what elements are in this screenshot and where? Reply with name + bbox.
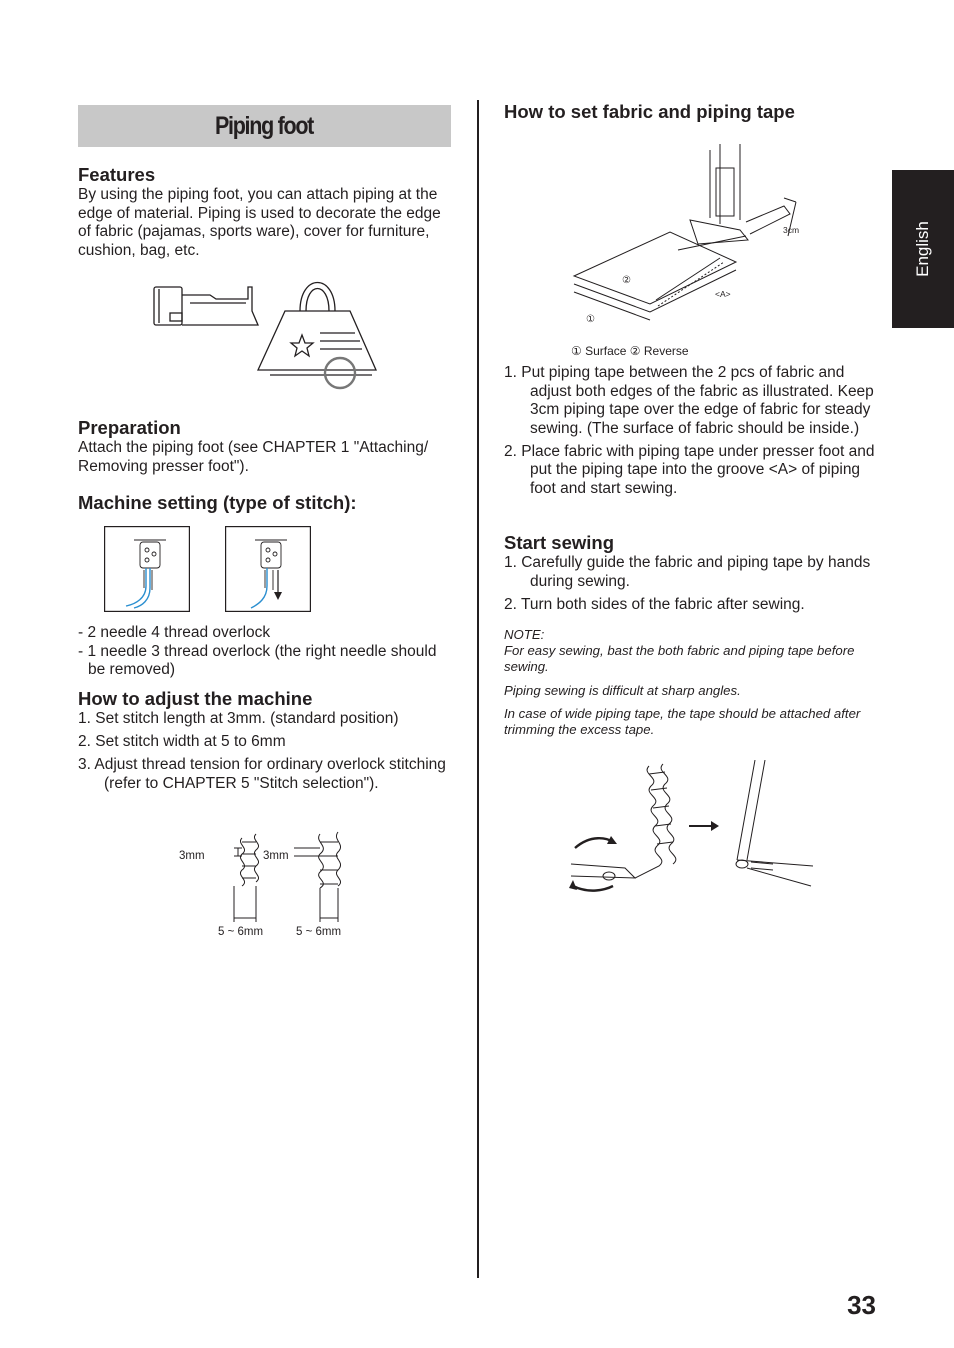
features-text: By using the piping foot, you can attach piping at the edge of material. Piping is used to decorate the edge of fabric (pajamas, sports ware), cover for furniture, cushion, bag, etc. — [78, 186, 441, 259]
page-number: 33 — [847, 1290, 876, 1320]
features-heading: Features — [78, 164, 156, 185]
stitch-length-label-2: 3mm — [263, 850, 289, 862]
surface-reverse-legend: ① Surface ② Reverse — [571, 344, 689, 358]
set-fabric-steps-wrap — [504, 364, 884, 503]
note-line: In case of wide piping tape, the tape should be attached after trimming the excess tape. — [504, 705, 861, 738]
adjust-list — [78, 710, 450, 793]
fabric-setup-illustration — [570, 140, 810, 330]
stitch-width-label-2: 5 ~ 6mm — [296, 926, 342, 938]
page-title-bar — [78, 105, 451, 147]
adjust-section — [78, 688, 450, 798]
language-tab — [892, 170, 954, 328]
preparation-heading: Preparation — [78, 417, 181, 438]
label-3cm: 3cm — [783, 225, 800, 235]
turning-fabric-illustration — [565, 760, 815, 900]
start-sewing-heading: Start sewing — [504, 532, 614, 553]
page-title: Piping foot — [215, 111, 314, 140]
start-sewing-section — [504, 532, 884, 619]
stitch-size-diagram — [210, 828, 350, 924]
stitch-2needle-4thread-diagram — [104, 526, 190, 612]
machine-setting-section — [78, 492, 450, 514]
set-fabric-steps — [504, 364, 884, 499]
stitch-1needle-3thread-diagram — [225, 526, 311, 612]
preparation-text: Attach the piping foot (see CHAPTER 1 "Attaching/ Removing presser foot"). — [78, 439, 429, 475]
list-item: 2. Set stitch width at 5 to 6mm — [78, 733, 286, 751]
label-1: ① — [586, 314, 595, 325]
list-item: 1. Carefully guide the fabric and piping tape by hands during sewing. — [504, 554, 871, 590]
note-label: NOTE: — [504, 627, 545, 642]
machine-setting-list — [78, 624, 450, 680]
set-fabric-section — [504, 101, 884, 123]
column-divider — [477, 100, 479, 1278]
adjust-heading: How to adjust the machine — [78, 688, 313, 709]
machine-setting-list-wrap — [78, 624, 450, 680]
list-item: 1. Set stitch length at 3mm. (standard position) — [78, 710, 399, 727]
label-2: ② — [622, 275, 631, 286]
machine-setting-heading: Machine setting (type of stitch): — [78, 492, 357, 513]
start-sewing-steps — [504, 554, 884, 614]
piping-foot-and-bag-illustration — [150, 275, 382, 395]
note-line: Piping sewing is difficult at sharp angles. — [504, 682, 741, 698]
features-section — [78, 164, 450, 260]
list-item: 2. Place fabric with piping tape under presser foot and put the piping tape into the groove <A> of piping foot and start sewing. — [504, 442, 875, 498]
label-groove-a: <A> — [715, 289, 731, 299]
list-item: 3. Adjust thread tension for ordinary overlock stitching (refer to CHAPTER 5 "Stitch selection"). — [78, 756, 446, 792]
language-tab-label: English — [912, 221, 932, 277]
stitch-length-label-1: 3mm — [179, 850, 205, 862]
note-section — [504, 627, 884, 745]
list-item: - 2 needle 4 thread overlock — [78, 624, 271, 641]
set-fabric-heading: How to set fabric and piping tape — [504, 101, 795, 122]
list-item: - 1 needle 3 thread overlock (the right needle should be removed) — [78, 642, 437, 679]
preparation-section — [78, 417, 450, 476]
list-item: 2. Turn both sides of the fabric after sewing. — [504, 595, 805, 613]
note-line: For easy sewing, bast the both fabric and piping tape before sewing. — [504, 643, 855, 675]
list-item: 1. Put piping tape between the 2 pcs of fabric and adjust both edges of the fabric as illustrated. Keep 3cm piping tape over the edge of fabric for steady sewing. (The surface of fabric should be inside.) — [504, 364, 874, 437]
stitch-width-label-1: 5 ~ 6mm — [218, 926, 264, 938]
